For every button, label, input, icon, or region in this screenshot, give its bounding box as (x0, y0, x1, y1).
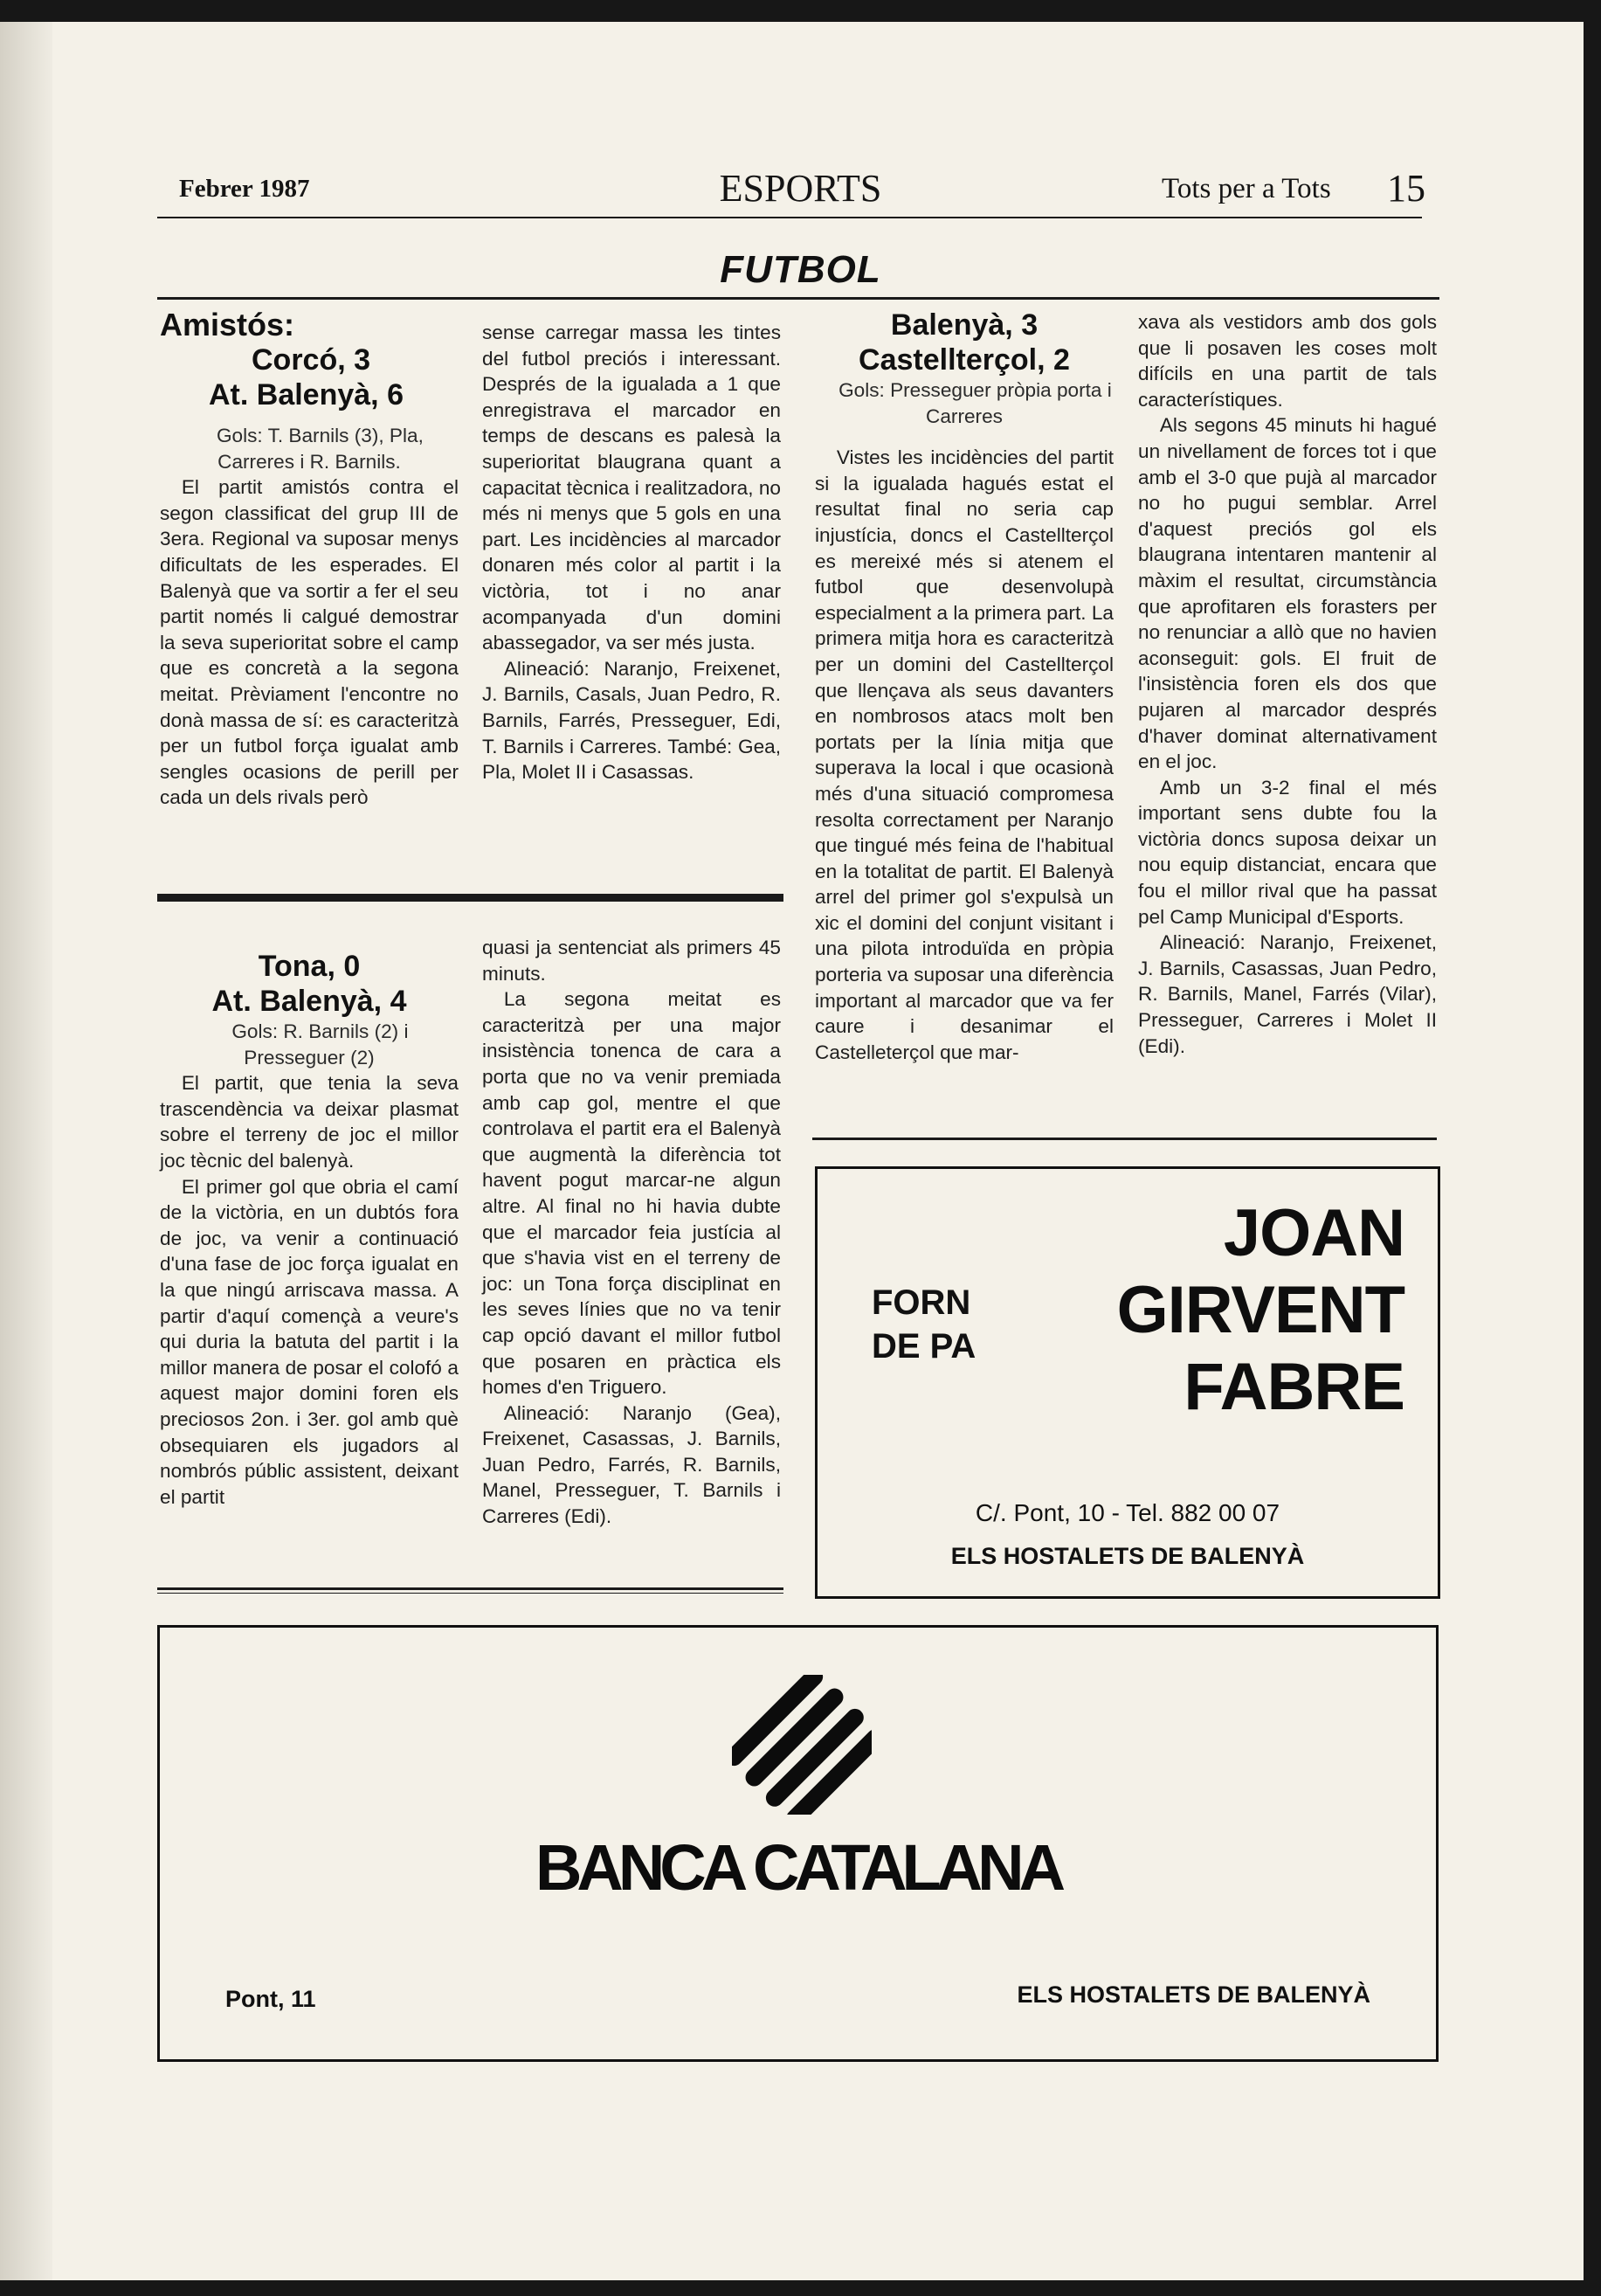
goal-scorers: Gols: Presseguer pròpia porta i Carreres (838, 379, 1112, 427)
bank-address: Pont, 11 (225, 1986, 316, 2012)
owner-name-line: JOAN (1223, 1196, 1404, 1270)
banca-catalana-logo-icon (732, 1675, 872, 1815)
article-tona-col2 (482, 935, 781, 1530)
article-corco-heading (160, 308, 459, 412)
bakery-advertisement (815, 1166, 1440, 1599)
issue-date: Febrer 1987 (179, 175, 310, 203)
heading-line: At. Balenyà, 6 (209, 378, 404, 411)
article-corco-col2 (482, 320, 781, 785)
section-title: ESPORTS (719, 167, 882, 210)
article-paragraph: El partit amistós contra el segon classificat del grup III de 3era. Regional va suposar menys dificultats de les esperades. El Balenyà que va sortir a fer el seu partit només li calgué demostrar la seva superioritat sobre el camp que es concretà a la segona meitat. Prèviament l'encontre no donà massa de sí: es caracteritzà per un futbol força igualat amb sengles ocasions de perill per cada un dels rivals però (160, 476, 459, 809)
section-divider (812, 1138, 1437, 1140)
bakery-owner-name (1117, 1195, 1404, 1426)
article-paragraph: sense carregar massa les tintes del futbol preciós i interessant. Després de la igualada a 1 que enregistrava el marcador en temps de descans es palesà la superioritat blaugrana quant a capacitat tècnica i realitzadora, no més ni menys que 5 gols en una part. Les incidències al marcador donaren més color al partit i la victòria, tot i no anar acompanyada d'un domini abassegador, va ser més justa. (482, 322, 781, 654)
article-paragraph: Vistes les incidències del partit si la igualada hagués estat el resultat final no seria cap injustícia, doncs el Castellterçol es mereixé més si atenem el futbol que desenvolupà especialment a la primera part. La primera mitja hora es caracteritzà per un domini del Castellterçol que llençava als seus davanters en nombrosos atacs molt ben portats per la línia mitja que superava la local i que ocasionà més d'una situació compromesa resolta correctament per Naranjo que tingué més feina de l'habitual en la totalitat de partit. El Balenyà arrel del primer gol s'expulsà un xic el domini del conjunt visitant i una pilota introduïda en pròpia porteria va suposar una diferència important al marcador que va fer caure i desanimar el Castelleterçol que mar- (815, 446, 1114, 1063)
bakery-address: C/. Pont, 10 - Tel. 882 00 07 (975, 1499, 1280, 1526)
section-divider (157, 1587, 783, 1590)
article-tona-col1 (160, 949, 459, 1510)
article-castelltercol-heading (815, 308, 1114, 377)
heading-line: Tona, 0 (258, 950, 361, 983)
article-paragraph: xava als vestidors amb dos gols que li posaven les coses molt difícils en una partit de tals característiques. (1138, 311, 1437, 411)
goal-scorers: Gols: R. Barnils (2) i Presseguer (2) (231, 1020, 409, 1068)
article-tona-heading (160, 949, 459, 1019)
bank-town: ELS HOSTALETS DE BALENYÀ (1017, 1981, 1370, 2008)
section-divider (157, 894, 783, 902)
goal-scorers: Gols: T. Barnils (3), Pla, Carreres i R. Barnils. (216, 425, 424, 473)
article-paragraph: El partit, que tenia la seva trascendència va deixar plasmat sobre el terreny de joc el millor joc tècnic del balenyà. (160, 1072, 459, 1172)
heading-line: Corcó, 3 (252, 343, 371, 377)
bank-advertisement (157, 1625, 1439, 2062)
lineup: Alineació: Naranjo, Freixenet, J. Barnils, Casassas, Juan Pedro, R. Barnils, Manel, Farrés (Vilar), Presseguer, Carreres i Molet II (Edi). (1138, 931, 1437, 1057)
article-paragraph: La segona meitat es caracteritzà per una major insistència tonenca de cara a porta que no va venir premiada amb cap gol, mentre el que controlava el partit era el Balenyà que augmentà la diferència tot havent pogut marcar-ne algun altre. Al final no hi havia dubte que el marcador feia justícia al que s'havia vist en el terreny de joc: un Tona força disciplinat en les seves línies que no va tenir cap opció davant el millor futbol que posaren en pràctica els homes d'en Triguero. (482, 988, 781, 1399)
owner-name-line: GIRVENT (1116, 1273, 1404, 1347)
owner-name-line: FABRE (1183, 1350, 1404, 1424)
header-rule (157, 217, 1422, 218)
article-paragraph: Als segons 45 minuts hi hagué un nivellament de forces tot i que amb el 3-0 que pujà al marcador no ho pugui semblar. Arrel d'aquest preciós gol els blaugrana intentaren mantenir al màxim el resultat, circumstància que aprofitaren els forasters per no renunciar a allò que no havien aconseguit: gols. El fruit de l'insistència foren els dos que pujaren al marcador després d'haver dominat alternativament en el joc. (1138, 414, 1437, 773)
bank-name: BANCA CATALANA (535, 1831, 1061, 1904)
bakery-label (872, 1281, 976, 1368)
article-paragraph: Amb un 3-2 final el més important sens dubte fou la victòria doncs suposa deixar un nou equip distanciat, encara que fou el millor rival que ha passat pel Camp Municipal d'Esports. (1138, 776, 1437, 928)
page-number: 15 (1387, 167, 1425, 210)
lineup: Alineació: Naranjo, Freixenet, J. Barnils, Casals, Juan Pedro, R. Barnils, Farrés, Presseguer, Edi, T. Barnils i Carreres. També: Gea, Pla, Molet II i Casassas. (482, 657, 781, 784)
publication-name: Tots per a Tots (1162, 173, 1331, 204)
article-paragraph: El primer gol que obria el camí de la victòria, en un dubtós fora de joc, va venir a continuació d'una fase de joc força igualat en la que ningú arriscava massa. A partir d'aquí començà a veure's qui duria la batuta del partit i la millor manera de posar el colofó a aquest major domini foren els preciosos 2on. i 3er. gol amb què obsequiaren els jugadors al nombrós públic assistent, deixant el partit (160, 1175, 459, 1508)
heading-line: Castellterçol, 2 (859, 343, 1070, 377)
lineup: Alineació: Naranjo (Gea), Freixenet, Casassas, J. Barnils, Juan Pedro, Farrés, R. Barnils, Manel, Presseguer, T. Barnils i Carreres (Edi). (482, 1401, 781, 1528)
bakery-label-line: DE PA (872, 1327, 976, 1366)
page-title: FUTBOL (720, 248, 881, 291)
heading-line: Balenyà, 3 (890, 308, 1039, 342)
article-corco-col1 (160, 308, 459, 811)
bakery-town: ELS HOSTALETS DE BALENYÀ (950, 1543, 1305, 1569)
title-rule (157, 297, 1439, 300)
article-castelltercol-col3 (815, 308, 1114, 1065)
section-divider (157, 1593, 783, 1594)
bakery-label-line: FORN (872, 1283, 971, 1322)
article-castelltercol-col4 (1138, 309, 1437, 1059)
heading-line: Amistós: (160, 307, 295, 342)
heading-line: At. Balenyà, 4 (211, 985, 407, 1018)
article-paragraph: quasi ja sentenciat als primers 45 minuts. (482, 937, 781, 985)
page-binding-shadow (0, 22, 52, 2280)
